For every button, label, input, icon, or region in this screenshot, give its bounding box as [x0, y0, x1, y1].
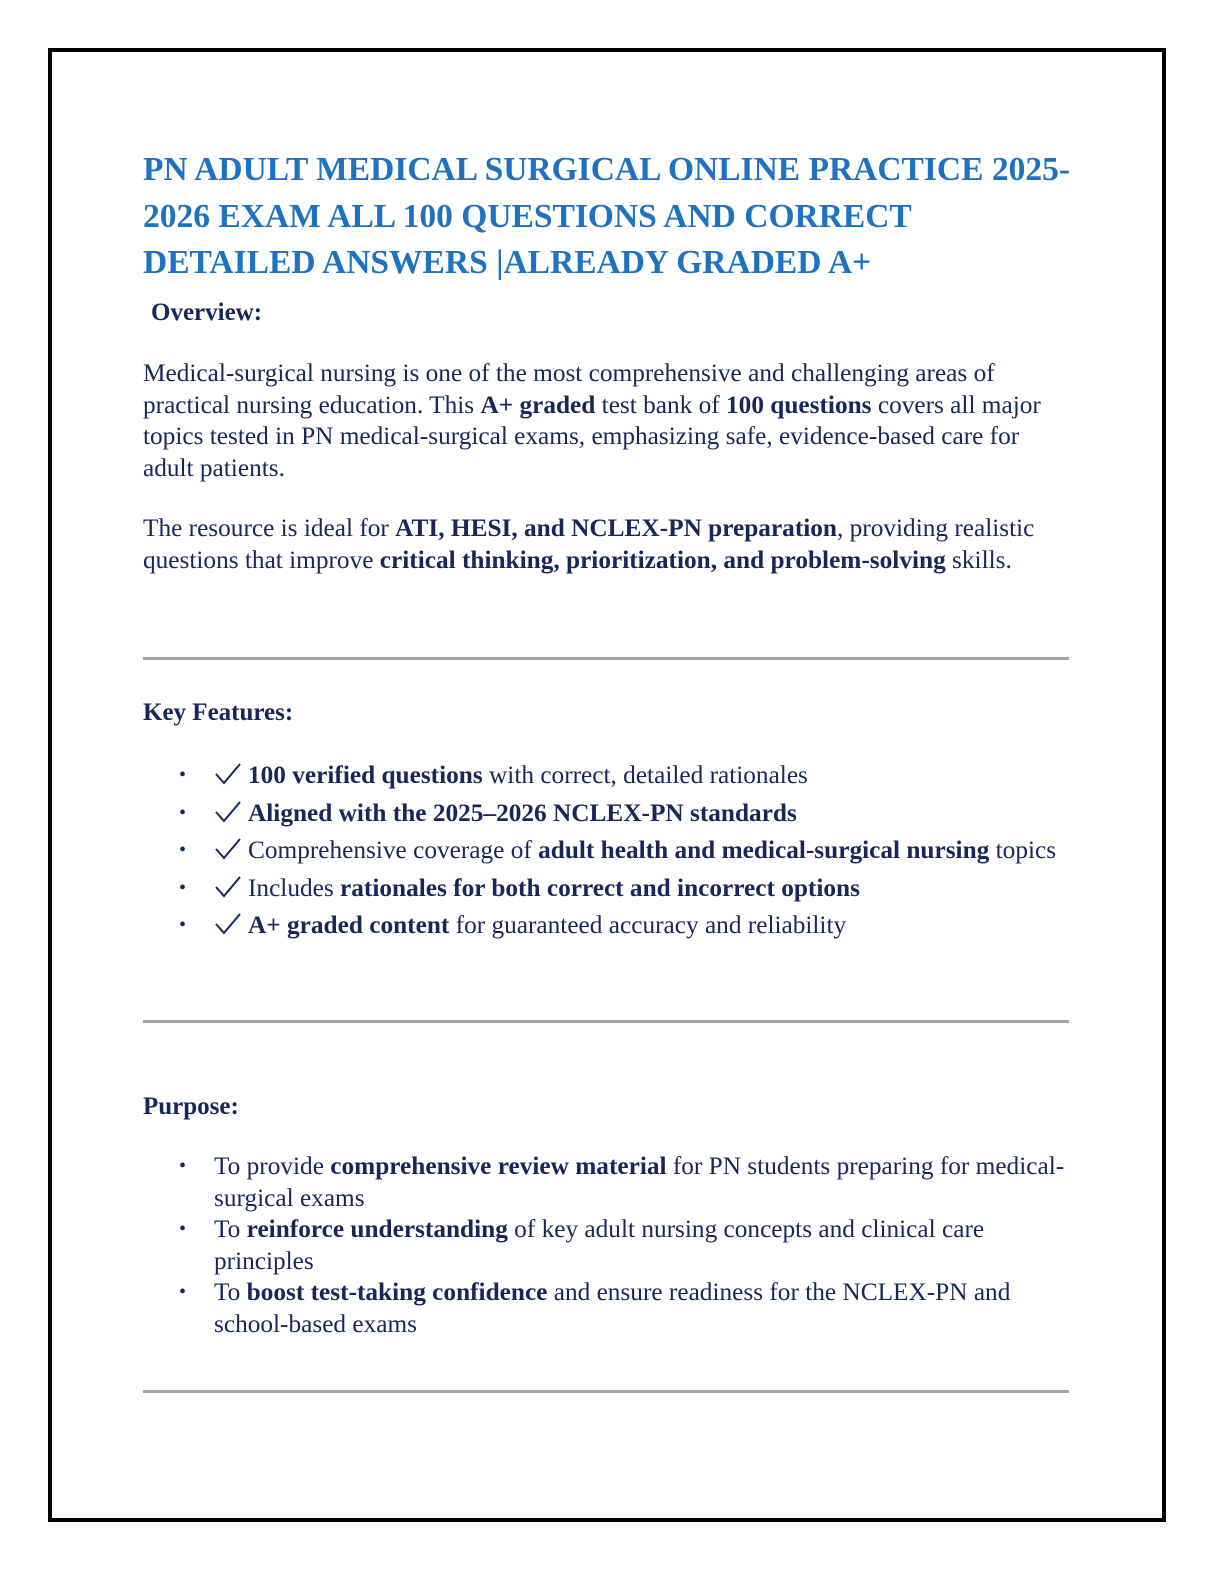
text-run: Includes [248, 873, 341, 902]
bold-run: rationales for both correct and incorrect options [340, 873, 860, 902]
overview-paragraph-2 [143, 513, 1073, 576]
list-item [143, 1214, 1073, 1277]
bold-run: comprehensive review material [330, 1152, 667, 1180]
key-features-list [143, 760, 1073, 942]
bullet: • [179, 839, 187, 861]
text-run: covers all major topics tested in PN medical-surgical exams, emphasizing safe, evidence-based care for adult patients. [143, 390, 1041, 482]
list-item [143, 760, 1073, 792]
text-run: for guaranteed accuracy and reliability [449, 911, 847, 939]
bold-run: 100 verified questions [248, 761, 483, 789]
list-item [143, 1277, 1073, 1340]
overview-heading: Overview: [151, 299, 263, 326]
text-run: of key adult nursing concepts and clinical care principles [214, 1215, 985, 1275]
text-run: and ensure readiness for the NCLEX-PN and school-based exams [214, 1278, 1011, 1338]
key-features-heading: Key Features: [143, 699, 294, 726]
section-divider [143, 657, 1069, 660]
list-item [143, 835, 1073, 867]
bullet: • [179, 914, 187, 936]
bullet: • [179, 764, 187, 786]
bullet: • [179, 1155, 187, 1177]
bold-run: A+ graded [480, 390, 596, 419]
text-run: test bank of [595, 390, 727, 419]
section-divider [143, 1020, 1069, 1023]
text-run: skills. [945, 545, 1012, 574]
purpose-list [143, 1151, 1073, 1340]
overview-paragraph-1 [143, 358, 1073, 484]
text-run: To [214, 1215, 247, 1243]
bold-run: Aligned with the 2025–2026 NCLEX-PN standards [248, 798, 797, 827]
bold-run: reinforce understanding [246, 1215, 508, 1243]
section-divider [143, 1390, 1069, 1393]
text-run: , providing realistic questions that improve [143, 514, 1035, 574]
bullet: • [179, 876, 187, 899]
bold-run: boost test-taking confidence [246, 1278, 548, 1306]
check-mark-icon [214, 910, 242, 942]
text-run: Medical-surgical nursing is one of the most comprehensive and challenging areas of practical nursing education. This [143, 359, 995, 419]
document-title: PN ADULT MEDICAL SURGICAL ONLINE PRACTICE 2025-2026 EXAM ALL 100 QUESTIONS AND CORRECT DETAILED ANSWERS |ALREADY GRADED A+ [143, 151, 1070, 281]
text-run: topics [989, 836, 1057, 864]
text-run: To provide [214, 1152, 331, 1180]
bold-run: A+ graded content [248, 911, 450, 939]
bold-run: 100 questions [726, 390, 872, 419]
check-mark-icon [214, 873, 242, 905]
purpose-heading: Purpose: [143, 1093, 239, 1120]
bold-run: ATI, HESI, and NCLEX-PN preparation [395, 514, 837, 542]
text-run: Comprehensive coverage of [248, 836, 539, 864]
list-item [143, 910, 1073, 942]
text-run: for PN students preparing for medical-surgical exams [214, 1152, 1065, 1212]
check-mark-icon [214, 798, 242, 830]
text-run: To [214, 1278, 247, 1306]
bold-run: adult health and medical-surgical nursing [538, 836, 990, 864]
check-mark-icon [214, 835, 242, 867]
list-item [143, 1151, 1073, 1214]
list-item [143, 873, 1073, 905]
text-run: The resource is ideal for [143, 514, 396, 542]
bullet: • [179, 801, 187, 824]
bullet: • [179, 1281, 187, 1303]
bullet: • [179, 1218, 187, 1240]
check-mark-icon [214, 760, 242, 792]
text-run: with correct, detailed rationales [482, 761, 808, 789]
list-item [143, 798, 1073, 830]
bold-run: critical thinking, prioritization, and problem-solving [379, 545, 946, 574]
